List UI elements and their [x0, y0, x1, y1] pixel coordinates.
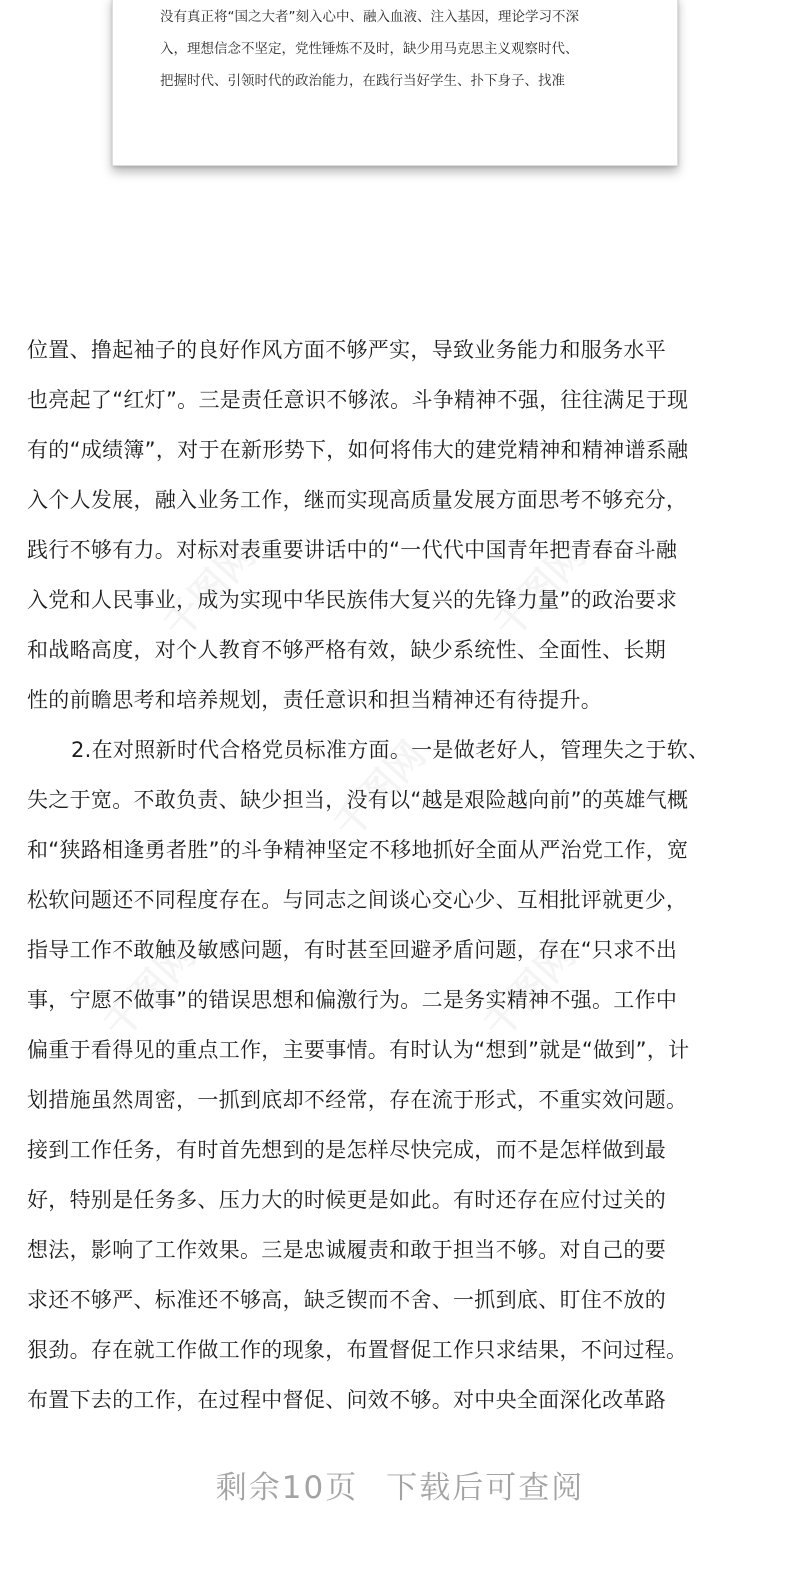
remaining-pages-label: 剩余10页 [215, 1470, 359, 1506]
preview-line: 入，理想信念不坚定，党性锤炼不及时，缺少用马克思主义观察时代、 [160, 41, 579, 57]
body-line: 入个人发展，融入业务工作，继而实现高质量发展方面思考不够充分， [27, 488, 688, 512]
body-line: 有的“成绩簿”，对于在新形势下，如何将伟大的建党精神和精神谱系融 [27, 438, 689, 462]
body-line: 划措施虽然周密，一抓到底却不经常，存在流于形式，不重实效问题。 [27, 1088, 688, 1112]
body-line: 偏重于看得见的重点工作，主要事情。有时认为“想到”就是“做到”，计 [27, 1038, 690, 1062]
body-line: 失之于宽。不敢负责、缺少担当，没有以“越是艰险越向前”的英雄气概 [27, 788, 689, 812]
body-line: 狠劲。存在就工作做工作的现象，布置督促工作只求结果，不问过程。 [27, 1338, 688, 1362]
body-line: 和“狭路相逢勇者胜”的斗争精神坚定不移地抓好全面从严治党工作，宽 [27, 838, 689, 862]
body-line: 事，宁愿不做事”的错误思想和偏激行为。二是务实精神不强。工作中 [27, 988, 678, 1012]
body-line: 2.在对照新时代合格党员标准方面。一是做老好人，管理失之于软、 [71, 738, 710, 762]
body-line: 性的前瞻思考和培养规划，责任意识和担当精神还有待提升。 [27, 688, 603, 712]
document-body [27, 325, 777, 1425]
body-line: 松软问题还不同程度存在。与同志之间谈心交心少、互相批评就更少， [27, 888, 688, 912]
download-prompt[interactable] [0, 1462, 800, 1507]
body-line: 想法，影响了工作效果。三是忠诚履责和敢于担当不够。对自己的要 [27, 1238, 666, 1262]
body-line: 入党和人民事业，成为实现中华民族伟大复兴的先锋力量”的政治要求 [27, 588, 678, 612]
body-line: 和战略高度，对个人教育不够严格有效，缺少系统性、全面性、长期 [27, 638, 666, 662]
body-line: 布置下去的工作，在过程中督促、问效不够。对中央全面深化改革路 [27, 1388, 666, 1412]
body-line: 好，特别是任务多、压力大的时候更是如此。有时还存在应付过关的 [27, 1188, 666, 1212]
body-line: 指导工作不敢触及敏感问题，有时甚至回避矛盾问题，存在“只求不出 [27, 938, 678, 962]
preview-line: 把握时代、引领时代的政治能力，在践行当好学生、扑下身子、找准 [160, 73, 565, 89]
body-line: 践行不够有力。对标对表重要讲话中的“一代代中国青年把青春奋斗融 [27, 538, 678, 562]
body-line: 求还不够严、标准还不够高，缺乏锲而不舍、一抓到底、盯住不放的 [27, 1288, 666, 1312]
body-line: 接到工作任务，有时首先想到的是怎样尽快完成，而不是怎样做到最 [27, 1138, 666, 1162]
previous-page-card [112, 0, 678, 166]
body-line: 位置、撸起袖子的良好作风方面不够严实，导致业务能力和服务水平 [27, 338, 666, 362]
body-line: 也亮起了“红灯”。三是责任意识不够浓。斗争精神不强，往往满足于现 [27, 388, 689, 412]
preview-line: 没有真正将“国之大者”刻入心中、融入血液、注入基因，理论学习不深 [160, 9, 579, 25]
download-to-view-link[interactable]: 下载后可查阅 [386, 1470, 585, 1506]
